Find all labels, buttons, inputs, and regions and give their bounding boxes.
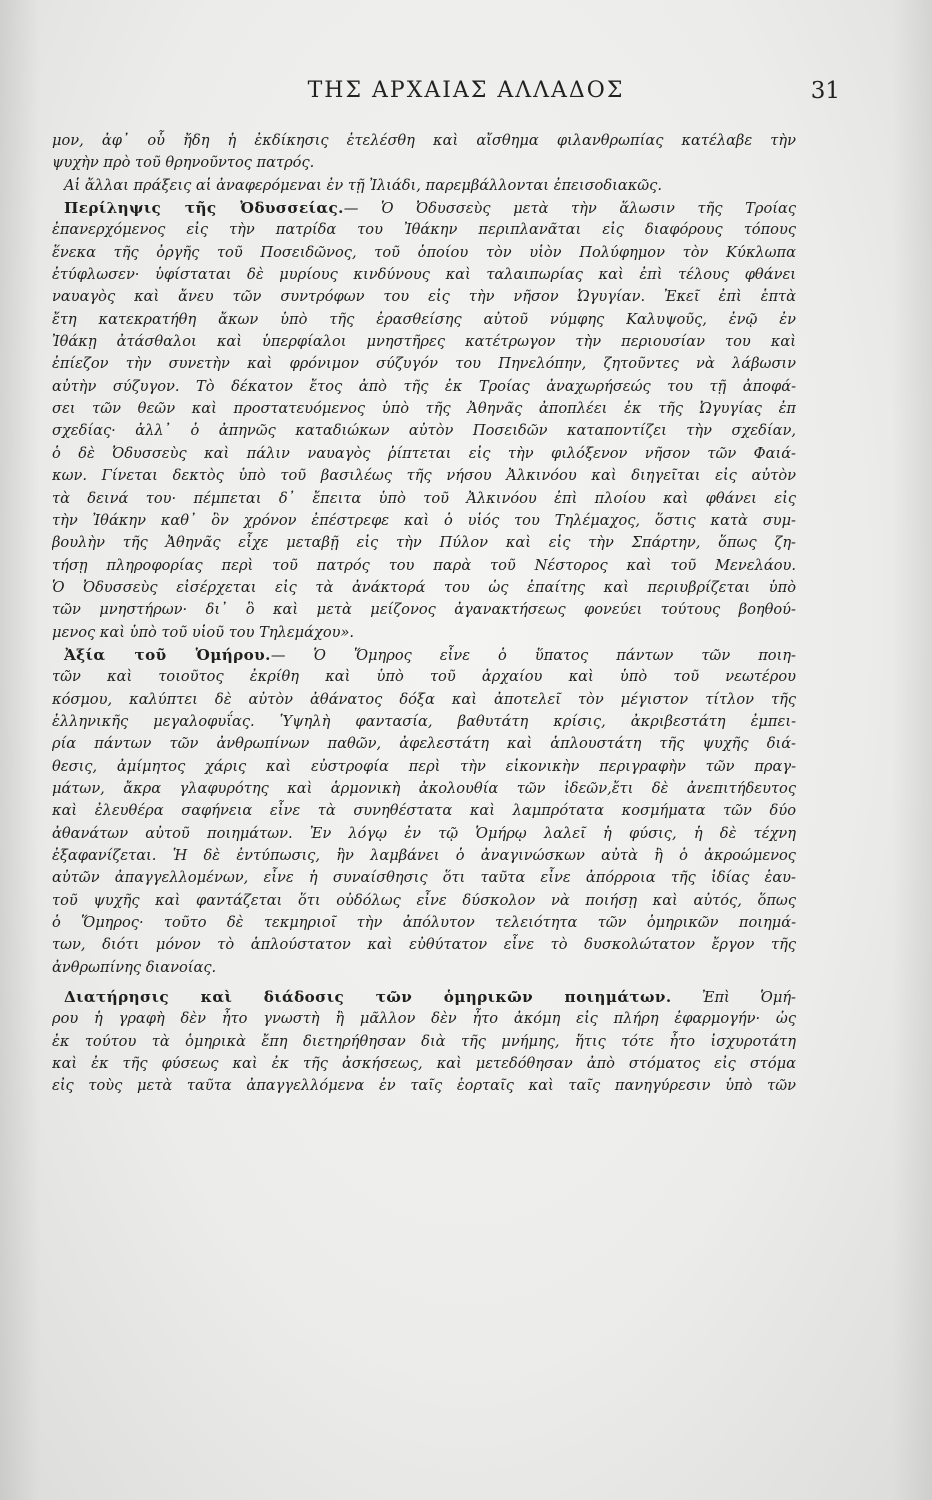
text-line [52,130,796,152]
line-text: ἑλληνικῆς μεγαλοφυΐας. Ὑψηλὴ φαντασία, βαθυτάτη κρίσις, ἀκριβεστάτη ἐμπει- [52,712,796,730]
text-line [52,622,796,644]
line-text: ἐξαφανίζεται. Ἡ δὲ ἐντύπωσις, ἣν λαμβάνει ὁ ἀναγινώσκων αὐτὰ ἢ ὁ ἀκροώμενος [52,847,796,864]
text-line [52,711,796,733]
text-line [52,510,796,532]
line-text: τῶν καὶ τοιοῦτος ἐκρίθη καὶ ὑπὸ τοῦ ἀρχαίου καὶ ὑπὸ τοῦ νεωτέρου [52,668,796,686]
body-text [52,130,796,1098]
text-line [52,555,796,577]
line-text: ρου ἡ γραφὴ δὲν ἦτο γνωστὴ ἢ μᾶλλον δὲν ἦτο ἀκόμη εἰς πλήρη ἐφαρμογήν· ὡς [52,1010,796,1028]
line-text: μενος καὶ ὑπὸ τοῦ υἱοῦ του Τηλεμάχου». [52,623,355,641]
text-line [52,219,796,241]
text-line [52,175,796,197]
line-text: ὁ δὲ Ὀδυσσεὺς καὶ πάλιν ναυαγὸς ῥίπτεται εἰς τὴν φιλόξενον νῆσον τῶν Φαιά- [52,444,796,462]
line-text: ναυαγὸς καὶ ἄνευ τῶν συντρόφων του εἰς τὴν νῆσον Ὠγυγίαν. Ἐκεῖ ἐπὶ ἑπτὰ [52,288,796,306]
line-text: αὐτὴν σύζυγον. Τὸ δέκατον ἔτος ἀπὸ τῆς ἐκ Τροίας ἀναχωρήσεώς του τῇ ἀποφά- [52,377,796,395]
text-line [52,1031,796,1053]
line-text: ἐπανερχόμενος εἰς τὴν πατρίδα του Ἰθάκην περιπλανᾶται εἰς διαφόρους τόπους [52,221,796,239]
line-text: Αἱ ἄλλαι πράξεις αἱ ἀναφερόμεναι ἐν τῇ Ἰλιάδι, παρεμβάλλονται ἐπεισοδιακῶς. [64,176,662,194]
line-text: ἐπίεζον τὴν συνετὴν καὶ φρόνιμον σύζυγόν του Πηνελόπην, ζητοῦντες νὰ λάβωσιν [52,355,796,373]
line-text: σχεδίας· ἀλλ᾽ ὁ ἀπηνῶς καταδιώκων αὐτὸν Ποσειδῶν καταποντίζει τὴν σχεδίαν, [52,422,796,440]
text-line [52,286,796,308]
line-text: τοῦ ψυχῆς καὶ φαντάζεται ὅτι οὐδόλως εἶνε δύσκολον νὰ ποιήσῃ καὶ αὐτός, ὅπως [52,891,796,909]
line-text: τήσῃ πληροφορίας περὶ τοῦ πατρός του παρὰ τοῦ Νέστορος καὶ τοῦ Μενελάου. [52,556,796,574]
text-line [52,934,796,956]
line-text: αὐτῶν ἀπαγγελλομένων, εἶνε ἡ συναίσθησις ὅτι ταῦτα εἶνε ἀπόρροια τῆς ἰδίας ἑαυ- [52,869,796,887]
section-heading: Διατήρησις καὶ διάδοσις τῶν ὁμηρικῶν ποιημάτων. [64,988,672,1007]
text-line [52,309,796,331]
text-line [52,331,796,353]
text-line [52,733,796,755]
page-edge-shadow-left [0,0,40,1500]
line-text: ψυχὴν πρὸ τοῦ θρηνοῦντος πατρός. [52,154,315,172]
line-text: τῶν μνηστήρων· δι᾽ ὃ καὶ μετὰ μείζονος ἀγανακτήσεως φονεύει τούτους βοηθού- [52,601,796,619]
line-text: καὶ ἐκ τῆς φύσεως καὶ ἐκ τῆς ἀσκήσεως, καὶ μετεδόθησαν ἀπὸ στόματος εἰς στόμα [52,1055,796,1073]
page-number: 31 [810,78,840,104]
text-line [52,957,796,979]
text-line [52,823,796,845]
text-line [52,845,796,867]
line-text: ἐκ τούτου τὰ ὁμηρικὰ ἔπη διετηρήθησαν διὰ τῆς μνήμης, ἥτις τότε ἦτο ἰσχυροτάτη [52,1032,796,1050]
text-line [52,353,796,375]
line-text: σει τῶν θεῶν καὶ προστατευόμενος ὑπὸ τῆς Ἀθηνᾶς ἀποπλέει ἐκ τῆς Ὠγυγίας ἐπ [52,400,796,418]
line-text: βουλὴν τῆς Ἀθηνᾶς εἶχε μεταβῇ εἰς τὴν Πύλον καὶ εἰς τὴν Σπάρτην, ὅπως ζη- [52,534,796,552]
text-line [52,912,796,934]
paragraph-spacer [52,979,796,986]
text-line [52,420,796,442]
text-line [52,376,796,398]
text-line [52,599,796,621]
text-line [52,197,796,219]
text-line [52,1075,796,1097]
line-text: μάτων, ἄκρα γλαφυρότης καὶ ἁρμονικὴ ἀκολουθία τῶν ἰδεῶν,ἔτι δὲ ἀνεπιτήδευτος [52,779,796,797]
running-title: ΤΗΣ ΑΡΧΑΙΑΣ ΑΛΛΑΔΟΣ [307,78,625,103]
text-line [52,398,796,420]
text-line [52,890,796,912]
line-text: τὴν Ἰθάκην καθ᾽ ὃν χρόνον ἐπέστρεφε καὶ ὁ υἱός του Τηλέμαχος, ὅστις κατὰ συμ- [52,511,796,529]
text-line [52,242,796,264]
line-text: των, διότι μόνον τὸ ἁπλούστατον καὶ εὐθύτατον εἶνε τὸ δυσκολώτατον ἔργον τῆς [52,936,796,954]
line-text: Ἐπὶ Ὁμή- [671,989,796,1007]
line-text: ἀθανάτων αὐτοῦ ποιημάτων. Ἐν λόγῳ ἐν τῷ Ὁμήρῳ λαλεῖ ἡ φύσις, ἡ δὲ τέχνη [52,824,796,842]
line-text: κων. Γίνεται δεκτὸς ὑπὸ τοῦ βασιλέως τῆς νήσου Ἀλκινόου καὶ διηγεῖται εἰς αὐτὸν [52,467,796,485]
section-heading: Περίληψις τῆς Ὀδυσσείας. [64,199,344,218]
line-text: θεσις, ἀμίμητος χάρις καὶ εὐστροφία περὶ τὴν εἰκονικὴν περιγραφὴν τῶν πραγ- [52,757,796,775]
line-text: Ἰθάκῃ ἀτάσθαλοι καὶ ὑπερφίαλοι μνηστῆρες κατέτρωγον τὴν περιουσίαν του καὶ [52,333,796,351]
text-line [52,152,796,174]
text-line [52,867,796,889]
text-line [52,577,796,599]
line-text: καὶ ἐλευθέρα σαφήνεια εἶνε τὰ συνηθέστατα καὶ λαμπρότατα κοσμήματα τῶν δύο [52,802,796,820]
line-text: Ὁ Ὀδυσσεὺς εἰσέρχεται εἰς τὰ ἀνάκτορά του ὡς ἐπαίτης καὶ περιυβρίζεται ὑπὸ [52,578,796,596]
line-text: ἐτύφλωσεν· ὑφίσταται δὲ μυρίους κινδύνους καὶ ταλαιπωρίας καὶ ἐπὶ τέλους φθάνει [52,266,796,284]
line-text: ἀνθρωπίνης διανοίας. [52,958,217,976]
line-text: κόσμου, καλύπτει δὲ αὐτὸν ἀθάνατος δόξα καὶ ἀποτελεῖ τὸν μέγιστον τίτλον τῆς [52,690,796,708]
page-edge-shadow-right [892,0,932,1500]
text-line [52,465,796,487]
line-text: ἕνεκα τῆς ὀργῆς τοῦ Ποσειδῶνος, τοῦ ὁποίου τὸν υἱὸν Πολύφημον τὸν Κύκλωπα [52,243,796,261]
text-line [52,800,796,822]
text-line [52,666,796,688]
text-line [52,756,796,778]
line-text: ὁ Ὅμηρος· τοῦτο δὲ τεκμηριοῖ τὴν ἀπόλυτον τελειότητα τῶν ὁμηρικῶν ποιημά- [52,914,796,932]
text-line [52,1053,796,1075]
text-line [52,986,796,1008]
text-line [52,488,796,510]
text-line [52,443,796,465]
line-text: — Ὁ Ὀδυσσεὺς μετὰ τὴν ἅλωσιν τῆς Τροίας [343,200,796,218]
text-line [52,778,796,800]
running-header [0,78,932,114]
line-text: ρία πάντων τῶν ἀνθρωπίνων παθῶν, ἀφελεστάτη καὶ ἁπλουστάτη τῆς ψυχῆς διά- [52,735,796,753]
text-line [52,532,796,554]
line-text: τὰ δεινά του· πέμπεται δ᾽ ἔπειτα ὑπὸ τοῦ Ἀλκινόου ἐπὶ πλοίου καὶ φθάνει εἰς [52,489,796,507]
text-line [52,1008,796,1030]
line-text: μον, ἀφ᾽ οὗ ἤδη ἡ ἐκδίκησις ἐτελέσθη καὶ αἴσθημα φιλανθρωπίας κατέλαβε τὴν [52,132,796,149]
line-text: εἰς τοὺς μετὰ ταῦτα ἀπαγγελλόμενα ἐν ταῖς ἑορταῖς καὶ ταῖς πανηγύρεσιν ὑπὸ τῶν [52,1077,796,1095]
line-text: ἔτη κατεκρατήθη ἄκων ὑπὸ τῆς ἐρασθείσης αὐτοῦ νύμφης Καλυψοῦς, ἐνῷ ἐν [52,310,796,328]
section-heading: Ἀξία τοῦ Ὁμήρου. [64,645,271,664]
line-text: — Ὁ Ὅμηρος εἶνε ὁ ὕπατος πάντων τῶν ποιη- [270,646,796,664]
text-line [52,264,796,286]
text-line [52,644,796,666]
text-line [52,689,796,711]
